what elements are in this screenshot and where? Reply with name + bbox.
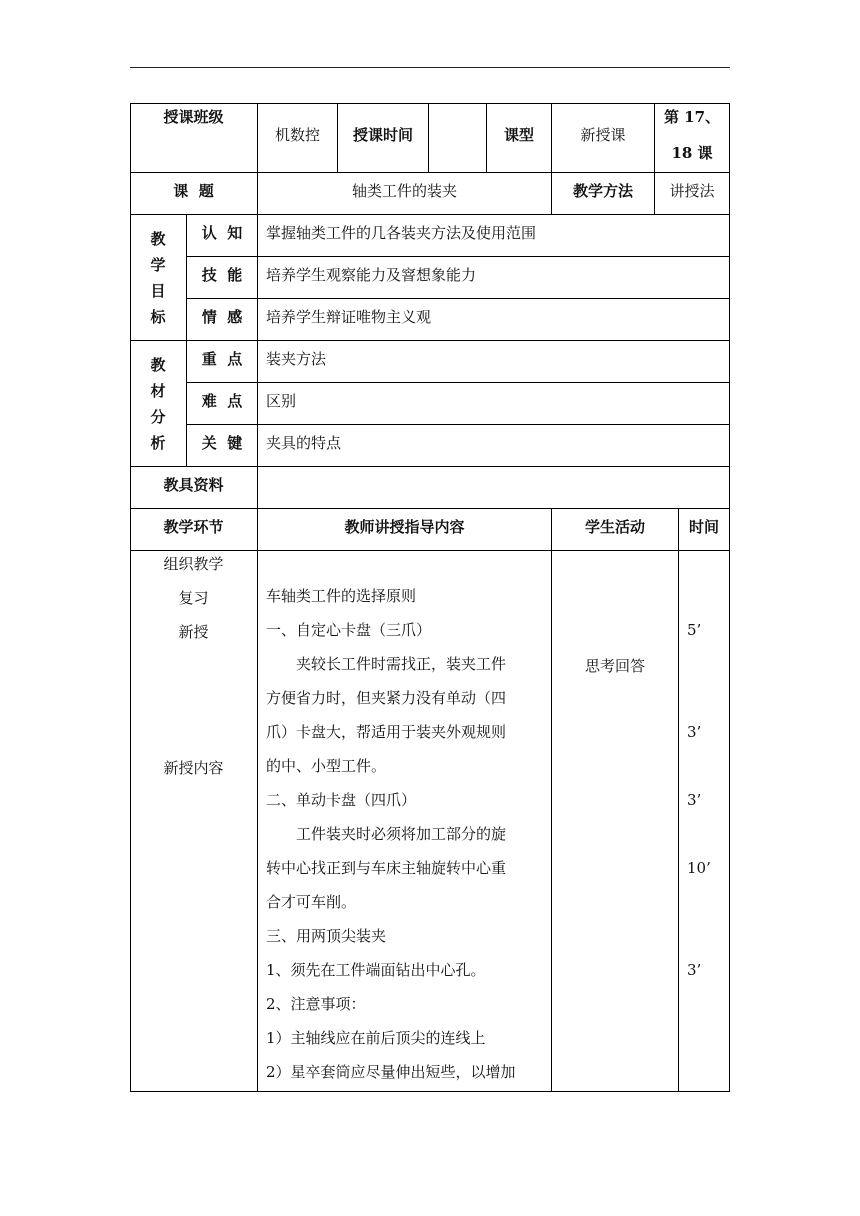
- method-label: 教学方法: [572, 182, 633, 200]
- method-value: 讲授法: [669, 182, 715, 200]
- student-activity-header: 学生活动: [584, 518, 645, 536]
- topic-value: 轴类工件的装夹: [351, 182, 457, 200]
- stage-new: 新授: [178, 623, 209, 641]
- analysis-key-label: 关 键: [201, 434, 243, 452]
- goal-emotion-label: 情 感: [201, 308, 243, 326]
- stage-organize: 组织教学: [163, 555, 224, 573]
- content-line: 2、注意事项：: [266, 995, 366, 1013]
- time-value: 3’: [687, 961, 702, 979]
- content-line: 方便省力时，但夹紧力没有单动（四: [266, 689, 507, 707]
- content-line: 夹较长工件时需找正，装夹工件: [266, 655, 507, 673]
- goals-group-label: [148, 226, 168, 330]
- analysis-key-point-value: 装夹方法: [266, 350, 327, 368]
- goal-cognition-label: 认 知: [201, 224, 243, 242]
- content-line: 一、自定心卡盘（三爪）: [266, 621, 432, 639]
- goal-cognition-value: 掌握轴类工件的几各装夹方法及使用范围: [266, 224, 537, 242]
- analysis-char-3: 分: [150, 408, 166, 426]
- content-line: 车轴类工件的选择原则: [266, 587, 417, 605]
- stage-new-content: 新授内容: [163, 759, 224, 777]
- analysis-difficulty-value: 区别: [266, 392, 297, 410]
- goal-skill-value: 培养学生观察能力及窨想象能力: [266, 266, 477, 284]
- materials-label: 教具资料: [163, 476, 224, 494]
- content-line: 2）星卒套筒应尽量伸出短些，以增加: [266, 1063, 516, 1081]
- content-line: 1、须先在工件端面钻出中心孔。: [266, 961, 486, 979]
- lesson-number-line-2: 18 课: [671, 144, 713, 162]
- analysis-char-1: 教: [150, 356, 166, 374]
- analysis-difficulty-label: 难 点: [201, 392, 243, 410]
- analysis-key-point-label: 重 点: [201, 350, 243, 368]
- time-value: 5’: [687, 621, 702, 639]
- goals-char-2: 学: [150, 256, 166, 274]
- type-value: 新授课: [580, 126, 626, 144]
- analysis-char-2: 材: [150, 382, 166, 400]
- analysis-key-value: 夹具的特点: [266, 434, 342, 452]
- header-rule: [130, 67, 730, 68]
- content-line: 二、单动卡盘（四爪）: [266, 791, 417, 809]
- goals-char-4: 标: [150, 308, 166, 326]
- content-line: 转中心找正到与车床主轴旋转中心重: [266, 859, 507, 877]
- goal-emotion-value: 培养学生辩证唯物主义观: [266, 308, 432, 326]
- stage-header: 教学环节: [163, 518, 224, 536]
- class-value: 机数控: [274, 126, 320, 144]
- goals-char-3: 目: [150, 282, 166, 300]
- time-header: 时间: [688, 518, 719, 536]
- lesson-number-line-1: 第 17、: [663, 108, 721, 126]
- content-line: 1）主轴线应在前后顶尖的连线上: [266, 1029, 486, 1047]
- class-label: 授课班级: [163, 108, 224, 126]
- time-label: 授课时间: [352, 126, 413, 144]
- time-value: 10’: [687, 859, 711, 877]
- analysis-char-4: 析: [150, 434, 166, 452]
- type-label: 课型: [503, 126, 534, 144]
- content-header: 教师讲授指导内容: [344, 518, 465, 536]
- stage-review: 复习: [178, 589, 209, 607]
- content-line: 的中、小型工件。: [266, 757, 387, 775]
- goals-char-1: 教: [150, 230, 166, 248]
- goal-skill-label: 技 能: [201, 266, 243, 284]
- time-value: 3’: [687, 791, 702, 809]
- content-text: [266, 579, 550, 1089]
- content-line: 工件装夹时必须将加工部分的旋: [266, 825, 507, 843]
- content-line: 三、用两顶尖装夹: [266, 927, 387, 945]
- time-value: 3’: [687, 723, 702, 741]
- student-activity: 思考回答: [584, 657, 645, 675]
- content-line: 合才可车削。: [266, 893, 357, 911]
- content-line: 爪）卡盘大，帮适用于装夹外观规则: [266, 723, 507, 741]
- topic-label: 课 题: [173, 182, 214, 200]
- analysis-group-label: [148, 352, 168, 456]
